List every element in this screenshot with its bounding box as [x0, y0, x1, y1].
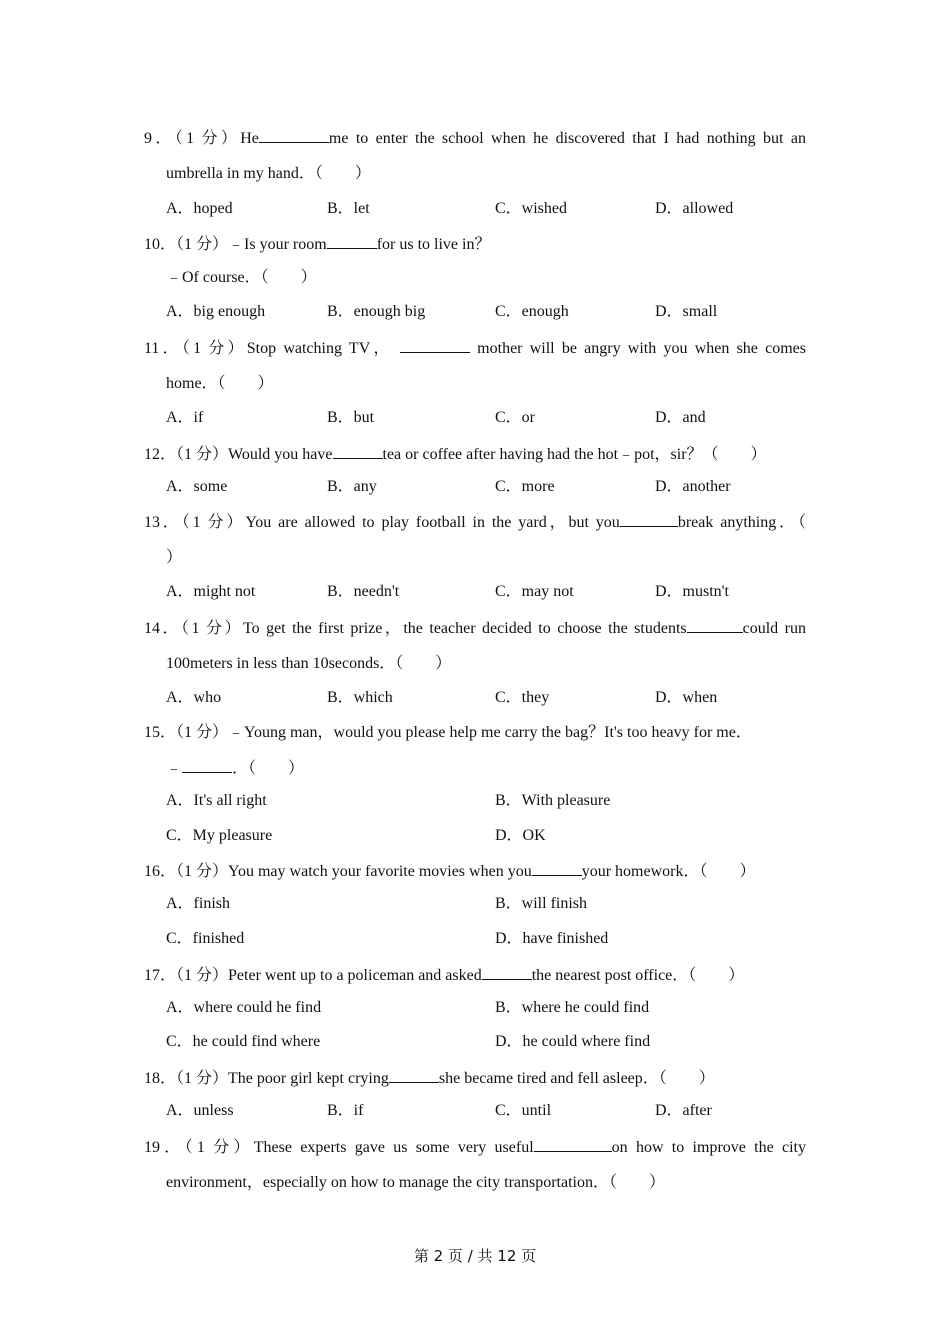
option-a: A．unless — [166, 1102, 234, 1119]
question-score: （1 分） — [176, 236, 229, 253]
option-a: A．some — [166, 478, 228, 495]
option-b: B．any — [327, 478, 377, 495]
option-c: C．wished — [495, 200, 568, 217]
question-16: 16．（1 分）You may watch your favorite movies when you your homework．（ ） — [144, 860, 806, 882]
answer-blank — [620, 511, 678, 527]
option-a: A．hoped — [166, 200, 233, 217]
option-c: C．may not — [495, 583, 574, 600]
option-a: A．who — [166, 689, 222, 706]
question-score: （1 分） — [176, 724, 229, 741]
option-d: D．he could where find — [495, 1033, 651, 1050]
answer-blank — [389, 1067, 439, 1083]
option-b: B．With pleasure — [495, 792, 611, 809]
question-11: 11．（1 分）Stop watching TV， mother will be angry with you when she comes — [144, 337, 806, 359]
option-c: C．finished — [166, 930, 245, 947]
answer-blank — [532, 860, 582, 876]
question-10-continuation: ﹣Of course．（ ） — [166, 269, 317, 286]
question-13: 13．（1 分）You are allowed to play football in the yard，but you break anything．（ — [144, 511, 806, 533]
option-a: A．It's all right — [166, 792, 267, 809]
question-score: （1 分） — [176, 446, 229, 463]
option-c: C．more — [495, 478, 555, 495]
question-score: （1 分） — [180, 620, 243, 637]
question-score: （1 分） — [174, 130, 241, 147]
question-score: （1 分） — [181, 340, 247, 357]
answer-blank — [327, 233, 377, 249]
option-b: B．will finish — [495, 895, 588, 912]
answer-blank — [182, 757, 232, 773]
option-b: B．but — [327, 409, 375, 426]
answer-blank — [259, 127, 329, 143]
option-a: A．might not — [166, 583, 256, 600]
question-11-continuation: home．（ ） — [166, 375, 274, 392]
option-b: B．where he could find — [495, 999, 650, 1016]
question-18: 18．（1 分）The poor girl kept crying she became tired and fell asleep．（ ） — [144, 1067, 806, 1089]
option-c: C．My pleasure — [166, 827, 273, 844]
answer-blank — [687, 617, 743, 633]
question-9: 9．（1 分）He me to enter the school when he discovered that I had nothing but an — [144, 127, 806, 149]
answer-blank — [400, 337, 470, 353]
option-b: B．needn't — [327, 583, 400, 600]
option-d: D．after — [655, 1102, 712, 1119]
question-score: （1 分） — [176, 967, 229, 984]
option-c: C．until — [495, 1102, 552, 1119]
question-19-continuation: environment，especially on how to manage the city transportation．（ ） — [166, 1174, 665, 1191]
question-10: 10．（1 分）﹣Is your room for us to live in？ — [144, 233, 806, 255]
option-a: A．if — [166, 409, 204, 426]
question-19: 19．（1 分）These experts gave us some very useful on how to improve the city — [144, 1136, 806, 1158]
question-number: 16． — [144, 863, 177, 880]
question-score: （1 分） — [176, 1070, 229, 1087]
option-b: B．let — [327, 200, 370, 217]
question-9-continuation: umbrella in my hand．（ ） — [166, 165, 371, 182]
option-b: B．enough big — [327, 303, 426, 320]
question-number: 17． — [144, 967, 177, 984]
option-a: A．big enough — [166, 303, 266, 320]
question-number: 11． — [144, 340, 182, 357]
question-number: 10． — [144, 236, 177, 253]
option-c: C．they — [495, 689, 550, 706]
option-d: D．and — [655, 409, 706, 426]
answer-blank — [482, 964, 532, 980]
question-number: 12． — [144, 446, 177, 463]
question-score: （1 分） — [184, 1139, 254, 1156]
question-13-continuation: ） — [166, 549, 183, 566]
option-b: B．which — [327, 689, 393, 706]
question-number: 18． — [144, 1070, 177, 1087]
page-footer: 第 2 页 / 共 12 页 — [413, 1247, 537, 1265]
option-d: D．mustn't — [655, 583, 730, 600]
option-d: D．small — [655, 303, 718, 320]
question-17: 17．（1 分）Peter went up to a policeman and asked the nearest post office．（ ） — [144, 964, 806, 986]
option-d: D．have finished — [495, 930, 609, 947]
option-d: D．allowed — [655, 200, 734, 217]
answer-blank — [534, 1136, 612, 1152]
question-score: （1 分） — [181, 514, 246, 531]
question-number: 14． — [144, 620, 181, 637]
question-15: 15．（1 分）﹣Young man，would you please help me carry the bag？It's too heavy for me． — [144, 724, 752, 741]
option-d: D．when — [655, 689, 718, 706]
option-b: B．if — [327, 1102, 364, 1119]
question-14-continuation: 100meters in less than 10seconds．（ ） — [166, 655, 452, 672]
option-c: C．enough — [495, 303, 569, 320]
option-c: C．he could find where — [166, 1033, 321, 1050]
option-a: A．finish — [166, 895, 231, 912]
question-15-continuation: ﹣ ．（ ） — [166, 757, 806, 779]
question-number: 19． — [144, 1139, 185, 1156]
answer-blank — [333, 443, 383, 459]
question-score: （1 分） — [176, 863, 229, 880]
option-d: D．OK — [495, 827, 546, 844]
question-number: 15． — [144, 724, 177, 741]
option-c: C．or — [495, 409, 536, 426]
question-number: 9． — [144, 130, 175, 147]
option-d: D．another — [655, 478, 731, 495]
option-a: A．where could he find — [166, 999, 322, 1016]
question-12: 12．（1 分）Would you have tea or coffee after having had the hot﹣pot，sir？（ ） — [144, 443, 806, 465]
question-14: 14．（1 分）To get the first prize，the teacher decided to choose the students could run — [144, 617, 806, 639]
question-number: 13． — [144, 514, 182, 531]
